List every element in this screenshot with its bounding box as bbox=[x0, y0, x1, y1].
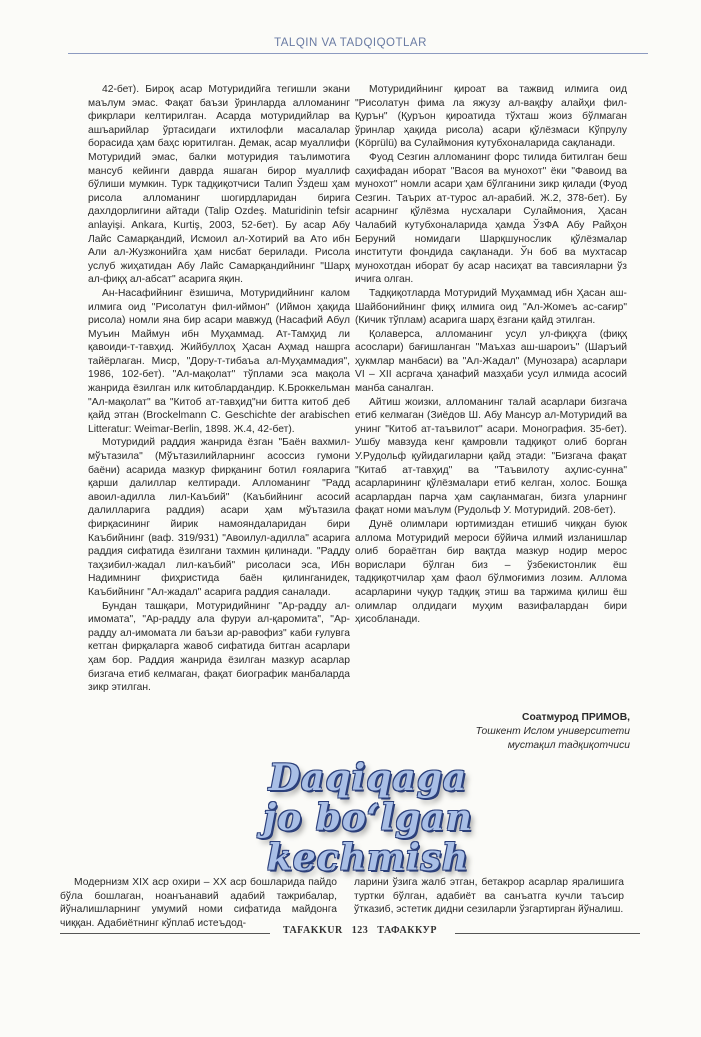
paragraph: Тадқиқотларда Мотуридий Муҳаммад ибн Ҳасан аш-Шайбонийнинг фиқҳ илмига оид "Ал-Жомеъ ас-сағир" (Кичик тўплам) асарига шарҳ ёзгани қайд этилган. bbox=[355, 287, 627, 327]
page-number: 123 bbox=[351, 925, 369, 936]
author-affiliation bbox=[420, 725, 630, 752]
paragraph: Ан-Насафийнинг ёзишича, Мотуридийнинг калом илмига оид "Рисолатун фил-иймон" (Иймон ҳақида рисола) номли яна бир асари мавжуд (Насафий Абул Муъин Маймун ибн Муҳаммад. Ат-Тамҳид ли қавоиди-т-тавҳид. Жийбуллоҳ Ҳасан Аҳмад нашрга тайёрлаган. Миср, "Дору-т-тибаъа ал-Муҳаммадия", 1986, 102-бет). "Ал-мақолат" тўплами эса мақола жанрида ёзилган илк китоблардандир. К.Броккельман "Ал-мақолат" ва "Китоб ат-тавҳид"ни битта китоб деб қайд этган (Brockelmann C. Geschichte der arabischen Litteratur: Weimar-Berlin, 1898. Ж.4, 42-бет). bbox=[88, 287, 350, 435]
right-column bbox=[355, 83, 627, 627]
bottom-right-column bbox=[354, 876, 624, 917]
footer-journal-latin: TAFAKKUR bbox=[283, 925, 343, 936]
paragraph: Қолаверса, алломанинг усул ул-фиқҳга (фиқҳ асослари) бағишланган "Маъхаз аш-шароиъ" (Шаръий ҳукмлар манбаси) ва "Ал-Жадал" (Мунозара) асарлари VI – XII асргача ҳанафий мазҳаби усул илмида асосий манба саналган. bbox=[355, 328, 627, 395]
left-column bbox=[88, 83, 350, 695]
author-name: Соатмурод ПРИМОВ, bbox=[522, 712, 630, 723]
affiliation-line: мустақил тадқиқотчиси bbox=[507, 739, 630, 751]
paragraph: ларини ўзига жалб этган, бетакрор асарлар яралишига туртки бўлган, адабиёт ва санъатга кучли таъсир ўтказиб, эстетик дидни сезиларли ўзгартирган йўналиш. bbox=[354, 877, 624, 916]
paragraph: Мотуридийнинг қироат ва тажвид илмига оид "Рисолатун фима ла яжузу ал-вақфу алайҳи фил-Қурън" (Қуръон қироатида тўхташ жоиз бўлмаган ўринлар ҳақида рисола) асари қўлёзмаси Кўпрулу (Köprülü) ва Сулаймония кутубхоналарида сақланади. bbox=[355, 84, 627, 150]
footer-rule-right bbox=[455, 933, 640, 934]
footer-rule-left bbox=[60, 933, 270, 934]
paragraph: Дунё олимлари юртимиздан етишиб чиққан буюк аллома Мотуридий мероси бўйича илмий изланишлар олиб бораётган бир вақтда мазкур нодир мерос ворислари бўлган биз – ўзбекистонлик ёш тадқиқотчилар ҳам фаол бўлмоғимиз лозим. Аллома асарларини чуқур тадқиқ этиш ва таржима қилиш ёш олимлар олдидаги муҳим вазифалардан бири ҳисобланади. bbox=[355, 519, 627, 626]
banner-line: jo bo‘lgan kechmish bbox=[263, 797, 473, 879]
page-footer bbox=[260, 925, 460, 936]
paragraph: Айтиш жоизки, алломанинг талай асарлари бизгача етиб келмаган (Зиёдов Ш. Абу Мансур ал-Мотуридий ва унинг "Китоб ат-таъвилот" асари. Монография. 35-бет). Ушбу мавзуда кенг қамровли тадқиқот олиб борган У.Рудольф қуйидагиларни қайд этади: "Бизгача фақат "Китаб ат-тавҳид" ва "Таъвилоту аҳлис-сунна" асарларининг қўлёзмалари етиб келган, холос. Бошқа асарлардан парча ҳам сақланмаган, бизга уларнинг фақат номи маълум (Рудольф У. Мотуридий. 208-бет). bbox=[355, 396, 627, 517]
banner-line: Daqiqaga bbox=[268, 757, 468, 799]
paragraph: Фуод Сезгин алломанинг форс тилида битилган беш саҳифадан иборат "Васоя ва мунохот" ёки "Фавоид ва мунохот" номли асари ҳам бўлганини зикр қилади (Фуод Сезгин. Таърих ат-турос ал-арабий. Ж.2, 378-бет). Бу асарнинг қўлёзма нусхалари Сулаймония, Ҳасан Чалабий кутубхоналарида ҳамда ЎзФА Абу Райҳон Беруний номидаги Шарқшунослик қўлёзмалар институти фондида сақланади. Ўн боб ва мухтасар мунохотдан иборат бу асар насиҳат ва тавсияларни ўз ичига олган. bbox=[355, 151, 627, 286]
paragraph: 42-бет). Бироқ асар Мотуридийга тегишли экани маълум эмас. Фақат баъзи ўринларда алломанинг фикрлари келтирилган. Асарда мотуридийлар ва ашъарийлар ўртасидаги ихтилофли масалалар борасида ҳам баҳс юритилган. Демак, асар муаллифи Мотуридий эмас, балки мотуридия таълимотига мансуб кейинги даврда яшаган бирор муаллиф бўлиши мумкин. Турк тадқиқотчиси Талип Ўздеш ҳам рисола алломанинг шогирдларидан бирига дахлдорлигини айтади (Talip Ozdeş. Maturidinin tefsir anlayişi. Ankara, Kurtiş, 2003, 52-бет). Бу асар Абу Лайс Самарқандий, Исмоил ал-Хотирий ва Ато ибн Али ал-Жузжонийга ҳам нисбат берилади. Рисола услуб жиҳатидан Абу Лайс Самарқандийнинг "Шарҳ ал-фиқҳ ал-абсат" асарига яқин. bbox=[88, 84, 350, 286]
footer-journal-cyrillic: ТАФАККУР bbox=[377, 925, 437, 936]
journal-section-title: TALQIN VA TADQIQOTLAR bbox=[274, 37, 427, 49]
paragraph: Модернизм XIX аср охири – XX аср бошларида пайдо бўла бошлаган, ноанъанавий адабий тажрибалар, йўналишларнинг умумий номи сифатида майдонга чиққан. Адабиётнинг кўплаб истеъдод- bbox=[60, 877, 337, 929]
paragraph: Бундан ташқари, Мотуридийнинг "Ар-радду ал-имомата", "Ар-радду ала фуруи ал-қаромита", "Ар-радду ал-имомата ли баъзи ар-равофиз" каби ғулувга кетган фирқаларга жавоб сифатида битган асарлари ҳам бор. Раддия жанрида ёзилган мазкур асарлар бизгача етиб келмаган, фақат биографик манбаларда зикр этилган. bbox=[88, 600, 350, 694]
bottom-left-column bbox=[60, 876, 337, 930]
header-rule bbox=[68, 53, 648, 54]
affiliation-line: Тошкент Ислом университети bbox=[475, 726, 630, 737]
paragraph: Мотуридий раддия жанрида ёзган "Баён вахмил-мўътазила" (Мўътазилийларнинг асоссиз гумони баёни) асарида мазкур фирқанинг ботил ғояларига қарши далиллар келтиради. Алломанинг "Радд авоил-адилла лил-Каъбий" (Каъбийнинг асосий далилларига раддия) асари ҳам мўътазила фирқасининг йирик намояндаларидан бири Каъбийнинг (ваф. 319/931) "Авоилул-адилла" асарига раддия сифатида ёзилгани тахмин қилинади. "Радду таҳзибил-жадал лил-каъбий" рисоласи эса, Ибн Надимнинг фиҳристида баён қилинганидек, Каъбийнинг "Ал-жадал" асарига раддия саналади. bbox=[88, 437, 350, 598]
article-banner-title bbox=[168, 758, 568, 878]
